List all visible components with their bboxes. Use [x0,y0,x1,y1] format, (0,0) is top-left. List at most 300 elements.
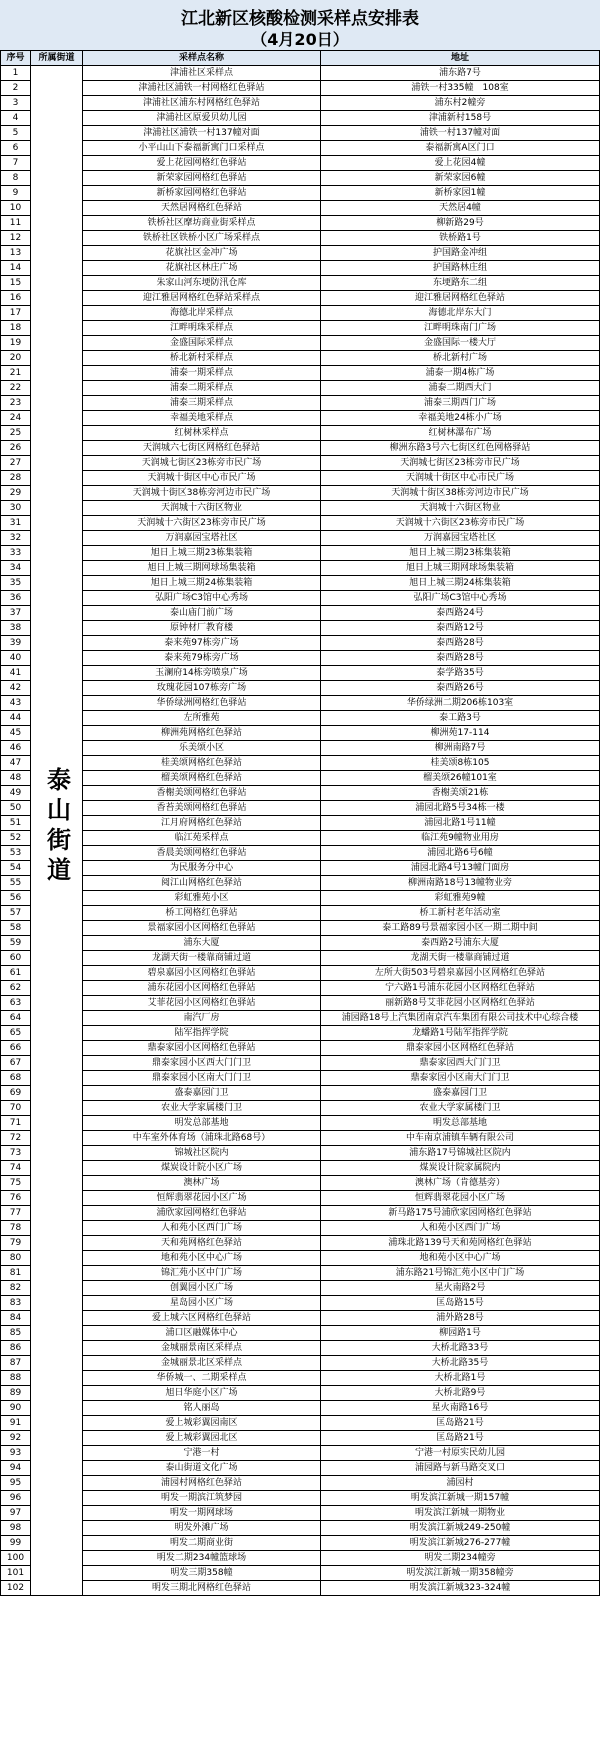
table-row [1,366,600,381]
table-row [1,126,600,141]
row-number: 37 [1,606,31,621]
site-name: 明发一期网球场 [83,1506,321,1521]
table-row [1,1476,600,1491]
site-address: 柳新路29号 [321,216,600,231]
row-number: 4 [1,111,31,126]
site-name: 朱家山河东埂防汛仓库 [83,276,321,291]
site-name: 香榭美颂网格红色驿站 [83,786,321,801]
site-address: 浦泰三期西门广场 [321,396,600,411]
table-row [1,906,600,921]
header-address: 地址 [321,51,600,66]
table-row [1,426,600,441]
site-address: 旭日上城三期23栋集装箱 [321,546,600,561]
site-address: 浦东路17号锦城社区院内 [321,1146,600,1161]
table-row [1,681,600,696]
site-address: 柳园路1号 [321,1326,600,1341]
site-name: 浦东花园小区网格红色驿站 [83,981,321,996]
table-body [1,66,600,1596]
site-name: 玫瑰花园107栋旁广场 [83,681,321,696]
table-row [1,1146,600,1161]
row-number: 26 [1,441,31,456]
site-address: 鼎泰家园小区南大门门卫 [321,1071,600,1086]
table-row [1,1386,600,1401]
table-row [1,801,600,816]
site-name: 明发二期234幢篮球场 [83,1551,321,1566]
site-address: 泰工路3号 [321,711,600,726]
table-row [1,96,600,111]
site-address: 恒辉翡翠花园小区广场 [321,1191,600,1206]
table-row [1,966,600,981]
site-name: 天然居网格红色驿站 [83,201,321,216]
site-name: 金城丽景北区采样点 [83,1356,321,1371]
site-name: 浦欣家园网格红色驿站 [83,1206,321,1221]
site-name: 海德北岸采样点 [83,306,321,321]
site-address: 浦园路18号上汽集团南京汽车集团有限公司技术中心综合楼 [321,1011,600,1026]
table-row [1,471,600,486]
site-name: 人和苑小区西门广场 [83,1221,321,1236]
site-name: 爱上城六区网格红色驿站 [83,1311,321,1326]
table-row [1,1011,600,1026]
site-name: 恒辉翡翠花园小区广场 [83,1191,321,1206]
row-number: 73 [1,1146,31,1161]
row-number: 81 [1,1266,31,1281]
table-row [1,321,600,336]
header-street: 所属街道 [31,51,83,66]
site-name: 桂美颂网格红色驿站 [83,756,321,771]
table-row [1,771,600,786]
row-number: 10 [1,201,31,216]
row-number: 59 [1,936,31,951]
table-row [1,921,600,936]
row-number: 40 [1,651,31,666]
row-number: 78 [1,1221,31,1236]
row-number: 92 [1,1431,31,1446]
table-row [1,291,600,306]
row-number: 62 [1,981,31,996]
row-number: 72 [1,1131,31,1146]
site-name: 天润城十六街区23栋旁市民广场 [83,516,321,531]
site-address: 天润城十街区中心市民广场 [321,471,600,486]
site-name: 泰来苑97栋旁广场 [83,636,321,651]
site-name: 阅江山网格红色驿站 [83,876,321,891]
table-row [1,1161,600,1176]
row-number: 11 [1,216,31,231]
site-address: 浦东路21号锦汇苑小区中门广场 [321,1266,600,1281]
site-address: 柳洲南路7号 [321,741,600,756]
row-number: 77 [1,1206,31,1221]
table-row [1,411,600,426]
row-number: 87 [1,1356,31,1371]
site-name: 浦泰一期采样点 [83,366,321,381]
site-address: 浦珠北路139号天和苑网格红色驿站 [321,1236,600,1251]
row-number: 66 [1,1041,31,1056]
site-address: 柳洲苑17-114 [321,726,600,741]
table-row [1,1206,600,1221]
site-address: 桥北新村广场 [321,351,600,366]
site-name: 锦汇苑小区中门广场 [83,1266,321,1281]
site-name: 浦泰三期采样点 [83,396,321,411]
row-number: 5 [1,126,31,141]
site-name: 弘阳广场C3馆中心秀场 [83,591,321,606]
site-address: 护国路金冲组 [321,246,600,261]
site-name: 龙湖天街一楼靠商铺过道 [83,951,321,966]
site-name: 天润城十街区38栋旁河边市民广场 [83,486,321,501]
row-number: 101 [1,1566,31,1581]
site-name: 旭日上城三期23栋集装箱 [83,546,321,561]
row-number: 80 [1,1251,31,1266]
site-name: 爱上城彩翼园北区 [83,1431,321,1446]
row-number: 63 [1,996,31,1011]
site-name: 浦泰二期采样点 [83,381,321,396]
site-name: 宁港一村 [83,1446,321,1461]
row-number: 3 [1,96,31,111]
table-row [1,381,600,396]
table-row [1,1296,600,1311]
site-name: 津浦社区浦东村网格红色驿站 [83,96,321,111]
table-row [1,246,600,261]
site-name: 浦园村网格红色驿站 [83,1476,321,1491]
site-address: 万润嘉园宝塔社区 [321,531,600,546]
site-name: 泰来苑79栋旁广场 [83,651,321,666]
row-number: 64 [1,1011,31,1026]
table-row [1,996,600,1011]
site-address: 浦铁一村137幢对面 [321,126,600,141]
site-name: 柳洲苑网格红色驿站 [83,726,321,741]
site-name: 江畔明珠采样点 [83,321,321,336]
row-number: 53 [1,846,31,861]
row-number: 44 [1,711,31,726]
site-address: 大桥北路1号 [321,1371,600,1386]
site-name: 爱上城彩翼园南区 [83,1416,321,1431]
table-row [1,1101,600,1116]
table-row [1,1236,600,1251]
row-number: 42 [1,681,31,696]
site-name: 明发外滩广场 [83,1521,321,1536]
site-name: 煤炭设计院小区广场 [83,1161,321,1176]
row-number: 39 [1,636,31,651]
table-row [1,891,600,906]
site-address: 彩虹雅苑9幢 [321,891,600,906]
table-row [1,216,600,231]
header-no: 序号 [1,51,31,66]
table-row [1,1326,600,1341]
site-name: 地和苑小区中心广场 [83,1251,321,1266]
table-row [1,336,600,351]
row-number: 61 [1,966,31,981]
site-name: 津浦社区采样点 [83,66,321,81]
table-row [1,651,600,666]
site-address: 农业大学家属楼门卫 [321,1101,600,1116]
site-address: 浦泰二期西大门 [321,381,600,396]
row-number: 65 [1,1026,31,1041]
page-title: 江北新区核酸检测采样点安排表 [181,9,419,29]
row-number: 29 [1,486,31,501]
row-number: 46 [1,741,31,756]
site-address: 宁港一村原实民幼儿园 [321,1446,600,1461]
site-name: 碧泉嘉园小区网格红色驿站 [83,966,321,981]
row-number: 49 [1,786,31,801]
site-name: 盛泰嘉园门卫 [83,1086,321,1101]
site-name: 铁桥社区铁桥小区广场采样点 [83,231,321,246]
site-name: 桥工网格红色驿站 [83,906,321,921]
site-name: 旭日华庭小区广场 [83,1386,321,1401]
site-address: 护国路林庄组 [321,261,600,276]
table-row [1,186,600,201]
row-number: 35 [1,576,31,591]
site-address: 浦园北路5号34栋一楼 [321,801,600,816]
site-name: 泰山庙门前广场 [83,606,321,621]
site-name: 桥北新村采样点 [83,351,321,366]
table-row [1,1056,600,1071]
site-address: 明发滨江新城249-250幢 [321,1521,600,1536]
row-number: 91 [1,1416,31,1431]
table-row [1,1221,600,1236]
row-number: 7 [1,156,31,171]
site-address: 大桥北路33号 [321,1341,600,1356]
site-address: 桥工新村老年活动室 [321,906,600,921]
table-row [1,1041,600,1056]
row-number: 1 [1,66,31,81]
site-name: 津浦社区浦铁一村网格红色驿站 [83,81,321,96]
site-address: 泰学路35号 [321,666,600,681]
site-name: 明发二期商业街 [83,1536,321,1551]
table-row [1,261,600,276]
row-number: 60 [1,951,31,966]
table-row [1,1446,600,1461]
table-row [1,201,600,216]
site-address: 大桥北路9号 [321,1386,600,1401]
table-row [1,1086,600,1101]
site-address: 明发滨江新城一期157幢 [321,1491,600,1506]
site-address: 鼎泰家园西大门门卫 [321,1056,600,1071]
row-number: 100 [1,1551,31,1566]
site-address: 江畔明珠南门广场 [321,321,600,336]
table-row [1,1491,600,1506]
site-name: 陆军指挥学院 [83,1026,321,1041]
table-row [1,276,600,291]
row-number: 19 [1,336,31,351]
site-address: 津浦新村158号 [321,111,600,126]
page-date: （4月20日） [251,30,349,49]
table-row [1,816,600,831]
row-number: 57 [1,906,31,921]
site-name: 旭日上城三期网球场集装箱 [83,561,321,576]
site-address: 星火南路16号 [321,1401,600,1416]
table-row [1,1026,600,1041]
site-name: 浦口区融媒体中心 [83,1326,321,1341]
table-row [1,1401,600,1416]
table-row [1,81,600,96]
site-address: 泰西路26号 [321,681,600,696]
site-name: 华侨城一、二期采样点 [83,1371,321,1386]
site-name: 天润城十街区中心市民广场 [83,471,321,486]
site-address: 左所大街503号碧泉嘉园小区网格红色驿站 [321,966,600,981]
table-row [1,1311,600,1326]
table-row [1,1551,600,1566]
table-row [1,936,600,951]
site-name: 澳林广场 [83,1176,321,1191]
site-name: 幸福美地采样点 [83,411,321,426]
row-number: 67 [1,1056,31,1071]
table-row [1,1371,600,1386]
site-address: 盛泰嘉园门卫 [321,1086,600,1101]
row-number: 76 [1,1191,31,1206]
site-address: 桂美颂8栋105 [321,756,600,771]
table-row [1,1176,600,1191]
row-number: 75 [1,1176,31,1191]
row-number: 96 [1,1491,31,1506]
row-number: 14 [1,261,31,276]
site-name: 创翼园小区广场 [83,1281,321,1296]
site-address: 浦泰一期4栋广场 [321,366,600,381]
row-number: 54 [1,861,31,876]
site-name: 原钟材厂教育楼 [83,621,321,636]
site-name: 金城丽景南区采样点 [83,1341,321,1356]
site-address: 金盛国际一楼大厅 [321,336,600,351]
site-name: 金盛国际采样点 [83,336,321,351]
row-number: 16 [1,291,31,306]
table-row [1,231,600,246]
site-name: 铭人丽岛 [83,1401,321,1416]
row-number: 97 [1,1506,31,1521]
site-address: 新荣家园6幢 [321,171,600,186]
row-number: 13 [1,246,31,261]
site-address: 新桥家园1幢 [321,186,600,201]
site-name: 玉澜府14栋旁喷泉广场 [83,666,321,681]
site-address: 天润城十街区38栋旁河边市民广场 [321,486,600,501]
site-address: 匡岛路15号 [321,1296,600,1311]
site-address: 迎江雅居网格红色驿站 [321,291,600,306]
site-name: 中车室外体育场（浦珠北路68号） [83,1131,321,1146]
table-row [1,1566,600,1581]
row-number: 90 [1,1401,31,1416]
site-address: 泰福新寓A区门口 [321,141,600,156]
site-address: 香榭美颂21栋 [321,786,600,801]
row-number: 20 [1,351,31,366]
table-row [1,456,600,471]
table-row [1,516,600,531]
site-name: 南汽厂房 [83,1011,321,1026]
row-number: 2 [1,81,31,96]
row-number: 31 [1,516,31,531]
row-number: 48 [1,771,31,786]
site-name: 彩虹雅苑小区 [83,891,321,906]
table-row [1,1266,600,1281]
site-address: 天然居4幢 [321,201,600,216]
site-address: 旭日上城三期网球场集装箱 [321,561,600,576]
row-number: 24 [1,411,31,426]
table-row [1,1281,600,1296]
site-address: 东埂路东二组 [321,276,600,291]
row-number: 93 [1,1446,31,1461]
row-number: 18 [1,321,31,336]
site-address: 榴美颂26幢101室 [321,771,600,786]
site-name: 天润城六七街区网格红色驿站 [83,441,321,456]
site-address: 明发二期234幢旁 [321,1551,600,1566]
table-row [1,666,600,681]
table-row [1,876,600,891]
table-row [1,846,600,861]
table-row [1,756,600,771]
table-row [1,1131,600,1146]
table-row [1,1341,600,1356]
site-address: 浦园北路4号13幢门面房 [321,861,600,876]
row-number: 55 [1,876,31,891]
site-address: 中车南京浦镇车辆有限公司 [321,1131,600,1146]
street-name-text: 泰山街道 [42,766,72,887]
row-number: 21 [1,366,31,381]
table-row [1,351,600,366]
row-number: 74 [1,1161,31,1176]
row-number: 83 [1,1296,31,1311]
site-name: 天和苑网格红色驿站 [83,1236,321,1251]
site-name: 迎江雅居网格红色驿站采样点 [83,291,321,306]
row-number: 52 [1,831,31,846]
site-name: 旭日上城三期24栋集装箱 [83,576,321,591]
row-number: 9 [1,186,31,201]
row-number: 28 [1,471,31,486]
site-address: 旭日上城三期24栋集装箱 [321,576,600,591]
site-name: 农业大学家属楼门卫 [83,1101,321,1116]
table-row [1,531,600,546]
site-name: 香晨美颂网格红色驿站 [83,846,321,861]
site-address: 泰西路24号 [321,606,600,621]
table-row [1,1431,600,1446]
site-name: 明发三期358幢 [83,1566,321,1581]
table-row [1,951,600,966]
site-name: 星岛园小区广场 [83,1296,321,1311]
row-number: 88 [1,1371,31,1386]
site-name: 景福家园小区网格红色驿站 [83,921,321,936]
site-name: 红树林采样点 [83,426,321,441]
site-name: 天润城十六街区物业 [83,501,321,516]
row-number: 15 [1,276,31,291]
table-row [1,306,600,321]
site-address: 泰西路12号 [321,621,600,636]
row-number: 33 [1,546,31,561]
site-address: 大桥北路35号 [321,1356,600,1371]
street-name [31,66,83,1596]
site-name: 新桥家园网格红色驿站 [83,186,321,201]
row-number: 95 [1,1476,31,1491]
site-address: 幸福美地24栋小广场 [321,411,600,426]
site-address: 浦外路28号 [321,1311,600,1326]
site-address: 浦园北路1号11幢 [321,816,600,831]
table-row [1,591,600,606]
site-name: 华侨绿洲网格红色驿站 [83,696,321,711]
row-number: 58 [1,921,31,936]
table-row [1,561,600,576]
row-number: 17 [1,306,31,321]
site-address: 浦东村2幢旁 [321,96,600,111]
row-number: 27 [1,456,31,471]
row-number: 82 [1,1281,31,1296]
table-row [1,981,600,996]
row-number: 94 [1,1461,31,1476]
site-address: 泰西路28号 [321,651,600,666]
site-name: 津浦社区浦铁一村137幢对面 [83,126,321,141]
site-address: 浦铁一村335幢 108室 [321,81,600,96]
site-address: 澳林广场（肯德基旁） [321,1176,600,1191]
row-number: 43 [1,696,31,711]
table-row [1,111,600,126]
row-number: 34 [1,561,31,576]
table-row [1,636,600,651]
site-name: 临江苑采样点 [83,831,321,846]
table-row [1,66,600,81]
site-address: 浦园北路6号6幢 [321,846,600,861]
site-address: 海德北岸东大门 [321,306,600,321]
